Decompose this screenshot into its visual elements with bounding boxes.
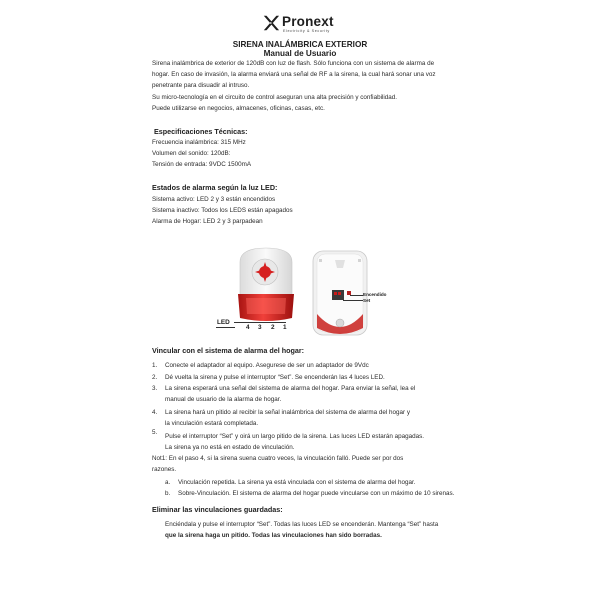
reason-text: Sobre-Vinculación. El sistema de alarma del hogar puede vincularse con un máximo de 10 sirenas. [178,490,455,497]
document-subtitle: Manual de Usuario [263,49,337,58]
reason-text: Vinculación repetida. La sirena ya está vinculada con el sistema de alarma del hogar. [178,479,416,486]
pronext-logo-icon [262,14,280,32]
brand-name: Pronext [282,14,334,29]
state-line: Alarma de Hogar: LED 2 y 3 parpadean [152,218,263,225]
set-pointer [343,300,363,301]
state-line: Sistema activo: LED 2 y 3 están encendidos [152,196,276,203]
siren-front-image [228,246,304,324]
siren-back-image [311,250,369,336]
state-line: Sistema inactivo: Todos los LEDS están apagados [152,207,293,214]
step-text: la vinculación estará completada. [165,420,259,427]
states-heading: Estados de alarma según la luz LED: [152,183,278,192]
step-text: La sirena hará un pitido al recibir la señal inalámbrica del sistema de alarma del hogar y [165,409,411,416]
spec-line: Frecuencia inalámbrica: 315 MHz [152,139,246,146]
delete-heading: Eliminar las vinculaciones guardadas: [152,505,283,514]
step-text: La sirena ya no está en estado de vinculación. [165,444,295,451]
step-text: manual de usuario de la alarma de hogar. [165,396,282,403]
note-line: Not1: En el paso 4, si la sirena suena cuatro veces, la vinculación falló. Puede ser por dos [152,455,404,462]
brand-tagline: Electricity & Security [283,29,330,33]
led-number: 2 [271,324,275,331]
intro-line: Sirena inalámbrica de exterior de 120dB con luz de flash. Sólo funciona con un sistema de alarma de [152,60,435,67]
led-number: 3 [258,324,262,331]
step-text: Pulse el interruptor “Set” y oirá un largo pitido de la sirena. Las luces LED estarán apagadas. [165,433,425,440]
reason-letter: a. [165,479,171,486]
delete-line-bold: que la sirena haga un pitido. Todas las vinculaciones han sido borradas. [165,532,382,539]
set-label: Set [363,298,371,303]
document-title: SIRENA INALÁMBRICA EXTERIOR [232,40,368,49]
encendido-pointer [350,295,363,296]
specs-heading: Especificaciones Técnicas: [154,127,248,136]
reason-letter: b. [165,490,171,497]
spec-line: Volumen del sonido: 120dB: [152,150,231,157]
step-number: 5. [152,429,158,436]
spec-line: Tensión de entrada: 9VDC 1500mA [152,161,252,168]
led-pointer [216,327,235,328]
step-text: La sirena esperará una señal del sistema de alarma del hogar. Para enviar la señal, lea el [165,385,416,392]
step-number: 2. [152,374,158,381]
led-number: 4 [246,324,250,331]
step-number: 4. [152,409,158,416]
link-heading: Vincular con el sistema de alarma del hogar: [152,346,305,355]
step-number: 1. [152,362,158,369]
intro-line: hogar. En caso de invasión, la alarma enviará una señal de RF a la sirena, la cual hará sonar una voz [152,71,436,78]
led-label: LED [217,319,230,326]
intro-line: penetrante para disuadir al intruso. [152,82,250,89]
led-number: 1 [283,324,287,331]
delete-line: Enciéndala y pulse el interruptor “Set”. Todas las luces LED se encenderán. Mantenga “Set” hasta [165,521,439,528]
step-text: Conecte el adaptador al equipo. Asegurese de ser un adaptador de 9Vdc [165,362,369,369]
note-line: razones. [152,466,177,473]
step-number: 3. [152,385,158,392]
step-text: Dé vuelta la sirena y pulse el interruptor “Set”. Se encenderán las 4 luces LED. [165,374,385,381]
encendido-label: Encendido [363,292,387,297]
intro-line: Su micro-tecnología en el circuito de control aseguran una alta precisión y confiabilidad. [152,94,398,101]
intro-line: Puede utilizarse en negocios, almacenes, oficinas, casas, etc. [152,105,325,112]
led-bar [234,322,286,323]
brand-logo [262,13,382,37]
